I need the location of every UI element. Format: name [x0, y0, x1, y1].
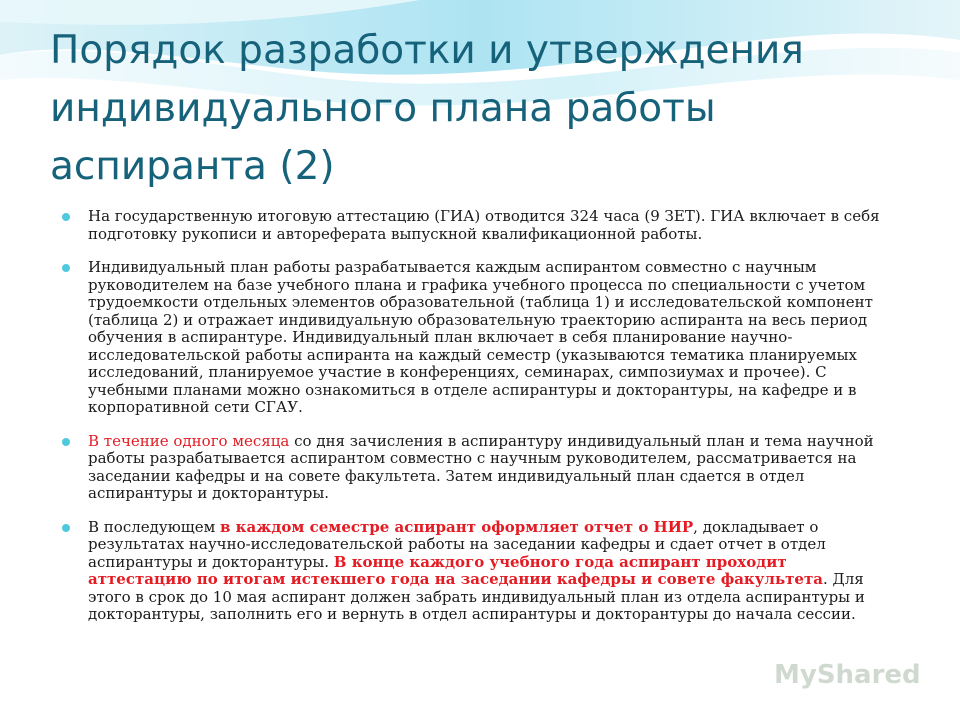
text-segment: В последующем: [88, 517, 221, 536]
bullet-icon: [62, 438, 70, 446]
paragraph-text: [88, 258, 873, 416]
paragraph-individual-plan: [62, 259, 892, 417]
text-segment: со дня зачисления в аспирантуру индивидуальный план и тема научной работы разрабатывается аспирантом совместно с научным руководителем, рассматривается на заседании кафедры и на совете факультета. Затем индивидуальный план сдается в отдел аспирантуры и докторантуры.: [88, 431, 874, 502]
paragraph-text: [88, 518, 865, 624]
paragraph-semester-report: [62, 519, 892, 624]
text-segment: . Для этого в срок до 10 мая аспирант должен забрать индивидуальный план из отдела аспирантуры и докторантуры, заполнить его и вернуть в отдел аспирантуры и докторантуры до начала сессии.: [88, 570, 865, 623]
paragraph-gia: [62, 208, 892, 243]
highlighted-segment: в каждом семестре аспирант оформляет отчет о НИР: [220, 517, 694, 536]
slide-title: Порядок разработки и утверждения индивидуального плана работы аспиранта (2): [50, 28, 804, 189]
paragraph-first-month: [62, 433, 892, 503]
slide-body: [62, 208, 892, 640]
text-segment: На государственную итоговую аттестацию (ГИА) отводится 324 часа (9 ЗЕТ). ГИА включает в себя подготовку рукописи и автореферата выпускной квалификационной работы.: [88, 207, 880, 243]
bullet-icon: [62, 524, 70, 532]
bullet-icon: [62, 264, 70, 272]
watermark-logo: MyShared: [774, 660, 921, 690]
paragraph-text: [88, 207, 880, 243]
highlighted-segment: В конце каждого учебного года аспирант проходит аттестацию по итогам истекшего года на заседании кафедры и совете факультета: [88, 552, 823, 588]
text-segment: Индивидуальный план работы разрабатывается каждым аспирантом совместно с научным руководителем на базе учебного плана и графика учебного процесса по специальности с учетом трудоемкости отдельных элементов образовательной (таблица 1) и исследовательской компонент (таблица 2) и отражает индивидуальную образовательную траекторию аспиранта на весь период обучения в аспирантуре. Индивидуальный план включает в себя планирование научно-исследовательской работы аспиранта на каждый семестр (указываются тематика планируемых исследований, планируемое участие в конференциях, семинарах, симпозиумах и прочее). С учебными планами можно ознакомиться в отделе аспирантуры и докторантуры, на кафедре и в корпоративной сети СГАУ.: [88, 258, 873, 416]
paragraph-text: [88, 432, 874, 503]
bullet-icon: [62, 213, 70, 221]
text-segment: , докладывает о результатах научно-исследовательской работы на заседании кафедры и сдает отчет в отдел аспирантуры и докторантуры.: [88, 517, 826, 571]
highlighted-segment: В течение одного месяца: [88, 431, 290, 450]
